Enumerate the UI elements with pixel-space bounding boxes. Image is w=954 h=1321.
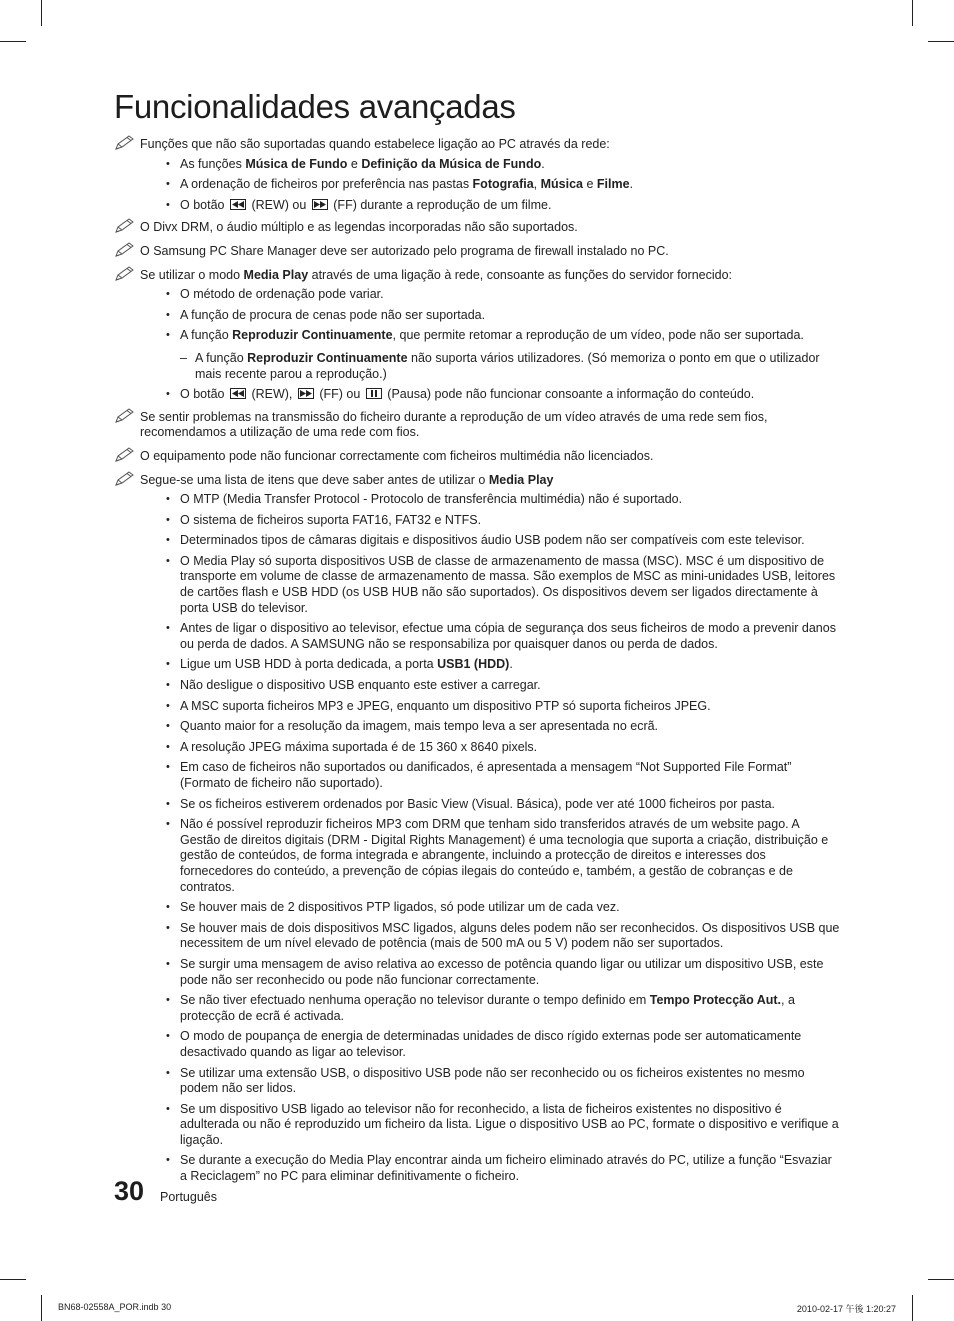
list-item: • O MTP (Media Transfer Protocol - Protocolo de transferência multimédia) não é suportado.	[140, 492, 840, 508]
bullet-list	[140, 157, 840, 214]
list-item: • Quanto maior for a resolução da imagem, mais tempo leva a ser apresentada no ecrã.	[140, 719, 840, 735]
note: Segue-se uma lista de itens que deve saber antes de utilizar o Media Play • O MTP (Media Transfer Protocol - Protocolo de transferência multimédia) não é suportado. • O sistema de ficheiros suporta FAT16, FAT32 e NTFS. • Determinados tipos de câmaras digitais e dispositivos áudio USB podem não ser compatíveis com este televisor. • O Media Play só suporta dispositivos USB de classe de armazenamento de massa (MSC). MSC é um dispositivo de transporte em volume de classe de armazenamento de massa. São exemplos de MSC as mini-unidades USB, leitores de cartões flash e USB HDD (os USB HUB não são suportados). Os dispositivos devem ser ligados directamente à porta USB do televisor. • Antes de ligar o dispositivo ao televisor, efectue uma cópia de segurança dos seus ficheiros de modo a prevenir danos ou perda de dados. A SAMSUNG não se responsabiliza por quaisquer danos ou perda de dados. • Ligue um USB HDD à porta dedicada, a porta USB1 (HDD). • Não desligue o dispositivo USB enquanto este estiver a carregar. • A MSC suporta ficheiros MP3 e JPEG, enquanto um dispositivo PTP só suporta ficheiros JPEG. • Quanto maior for a resolução da imagem, mais tempo leva a ser apresentada no ecrã. • A resolução JPEG máxima suportada é de 15 360 x 8640 pixels. • Em caso de ficheiros não suportados ou danificados, é apresentada a mensagem “Not Supported File Format” (Formato de ficheiro não suportado). • Se os ficheiros estiverem ordenados por Basic View (Visual. Básica), pode ver até 1000 ficheiros por pasta. • Não é possível reproduzir ficheiros MP3 com DRM que tenham sido transferidos através de um website pago. A Gestão de direitos digitais (DRM - Digital Rights Management) é uma tecnologia que suporta a criação, distribuição e gestão de conteúdos, de forma integrada e abrangente, incluindo a protecção de direitos e interesses dos fornecedores do conteúdo, a prevenção de cópias ilegais do conteúdo e, também, a gestão de cobranças e de contratos. • Se houver mais de 2 dispositivos PTP ligados, só pode utilizar um de cada vez. • Se houver mais de dois dispositivos MSC ligados, alguns deles podem não ser reconhecidos. Os dispositivos USB que necessitem de um nível elevado de potência (mais de 500 mA ou 5 V) podem não ser suportados. • Se surgir uma mensagem de aviso relativa ao excesso de potência quando ligar ou utilizar um dispositivo USB, este pode não ser reconhecido ou pode não funcionar correctamente. • Se não tiver efectuado nenhuma operação no televisor durante o tempo definido em Tempo Protecção Aut., a protecção de ecrã é activada. • O modo de poupança de energia de determinadas unidades de disco rígido externas pode ser automaticamente desactivado quando as ligar ao televisor. • Se utilizar uma extensão USB, o dispositivo USB pode não ser reconhecido ou os ficheiros existentes no mesmo podem não ser lidos. • Se um dispositivo USB ligado ao televisor não for reconhecido, a lista de ficheiros existentes no dispositivo é adulterada ou não é reproduzido um ficheiro da lista. Ligue o dispositivo USB ao PC, formate o dispositivo e verifique a ligação. • Se durante a execução do Media Play encontrar ainda um ficheiro eliminado através do PC, utilize a função “Esvaziar a Reciclagem” no PC para eliminar definitivamente o ficheiro.	[114, 473, 840, 1185]
pencil-icon	[114, 446, 136, 464]
note-text: Se sentir problemas na transmissão do ficheiro durante a reprodução de um vídeo através de uma rede sem fios, recomendamos a utilização de uma rede com fios.	[140, 409, 768, 440]
fast-forward-icon	[312, 199, 328, 210]
note	[114, 137, 840, 213]
list-item: • Se um dispositivo USB ligado ao televisor não for reconhecido, a lista de ficheiros existentes no dispositivo é adulterada ou não é reproduzido um ficheiro da lista. Ligue o dispositivo USB ao PC, formate o dispositivo e verifique a ligação.	[140, 1102, 840, 1149]
crop-mark	[928, 41, 954, 42]
note: Se utilizar o modo Media Play através de uma ligação à rede, consoante as funções do servidor fornecido: • O método de ordenação pode variar. • A função de procura de cenas pode não ser suportada. • A função Reproduzir Continuamente, que permite retomar a reprodução de um vídeo, pode não ser suportada. – A função Reproduzir Continuamente não suporta vários utilizadores. (Só memoriza o ponto em que o utilizador mais recente parou a reprodução.) • O botão (REW), (FF) ou (Pausa) pode não funcionar consoante a informação do conteúdo.	[114, 268, 840, 403]
bullet-list	[140, 492, 840, 1185]
list-item: • A função de procura de cenas pode não ser suportada.	[140, 308, 840, 324]
list-item: • A ordenação de ficheiros por preferência nas pastas Fotografia, Música e Filme.	[140, 177, 840, 193]
crop-mark	[0, 41, 26, 42]
list-item: • Se houver mais de dois dispositivos MSC ligados, alguns deles podem não ser reconhecidos. Os dispositivos USB que necessitem de um nível elevado de potência (mais de 500 mA ou 5 V) podem não ser suportados.	[140, 921, 840, 952]
crop-mark	[0, 1279, 26, 1280]
crop-mark	[41, 0, 42, 26]
note-text: O equipamento pode não funcionar correctamente com ficheiros multimédia não licenciados.	[140, 448, 654, 463]
content	[114, 137, 840, 1192]
pencil-icon	[114, 470, 136, 488]
list-item: • Em caso de ficheiros não suportados ou danificados, é apresentada a mensagem “Not Supported File Format” (Formato de ficheiro não suportado).	[140, 760, 840, 791]
list-item: • Se durante a execução do Media Play encontrar ainda um ficheiro eliminado através do PC, utilize a função “Esvaziar a Reciclagem” no PC para eliminar definitivamente o ficheiro.	[140, 1153, 840, 1184]
list-item: • Ligue um USB HDD à porta dedicada, a porta USB1 (HDD).	[140, 657, 840, 673]
crop-mark	[928, 1279, 954, 1280]
note-text: O Divx DRM, o áudio múltiplo e as legendas incorporadas não são suportados.	[140, 220, 578, 235]
pencil-icon	[114, 217, 136, 235]
sub-item: – A função Reproduzir Continuamente não suporta vários utilizadores. (Só memoriza o ponto em que o utilizador mais recente parou a reprodução.)	[180, 350, 820, 381]
list-item: • As funções Música de Fundo e Definição da Música de Fundo.	[140, 157, 840, 173]
list-item: • Se surgir uma mensagem de aviso relativa ao excesso de potência quando ligar ou utilizar um dispositivo USB, este pode não ser reconhecido ou pode não funcionar correctamente.	[140, 957, 840, 988]
list-item: • Antes de ligar o dispositivo ao televisor, efectue uma cópia de segurança dos seus ficheiros de modo a prevenir danos ou perda de dados. A SAMSUNG não se responsabiliza por quaisquer danos ou perda de dados.	[140, 621, 840, 652]
page-title: Funcionalidades avançadas	[114, 88, 516, 125]
list-item: • O botão (REW) ou (FF) durante a reprodução de um filme.	[140, 198, 840, 214]
footer-date: 2010-02-17 午後 1:20:27	[796, 1304, 896, 1314]
note	[114, 410, 840, 441]
list-item: • Determinados tipos de câmaras digitais e dispositivos áudio USB podem não ser compatíveis com este televisor.	[140, 533, 840, 549]
list-item: • A função Reproduzir Continuamente, que permite retomar a reprodução de um vídeo, pode não ser suportada.	[140, 328, 840, 344]
crop-mark	[912, 1295, 913, 1321]
list-item: • Não é possível reproduzir ficheiros MP3 com DRM que tenham sido transferidos através de um website pago. A Gestão de direitos digitais (DRM - Digital Rights Management) é uma tecnologia que suporta a criação, distribuição e gestão de conteúdos, de forma integrada e abrangente, incluindo a protecção de direitos e interesses dos fornecedores do conteúdo, a prevenção de cópias ilegais do conteúdo e, também, a gestão de cobranças e de contratos.	[140, 817, 840, 895]
note	[114, 220, 840, 236]
page-number: 30	[114, 1176, 145, 1206]
list-item: • A resolução JPEG máxima suportada é de 15 360 x 8640 pixels.	[140, 740, 840, 756]
list-item: • A MSC suporta ficheiros MP3 e JPEG, enquanto um dispositivo PTP só suporta ficheiros JPEG.	[140, 699, 840, 715]
list-item: • Se houver mais de 2 dispositivos PTP ligados, só pode utilizar um de cada vez.	[140, 900, 840, 916]
list-item: • O Media Play só suporta dispositivos USB de classe de armazenamento de massa (MSC). MSC é um dispositivo de transporte em volume de classe de armazenamento de massa. São exemplos de MSC as mini-unidades USB, leitores de cartões flash e USB HDD (os USB HUB não são suportados). Os dispositivos devem ser ligados directamente à porta USB do televisor.	[140, 554, 840, 616]
list-item: • Não desligue o dispositivo USB enquanto este estiver a carregar.	[140, 678, 840, 694]
pencil-icon	[114, 265, 136, 283]
pencil-icon	[114, 407, 136, 425]
pencil-icon	[114, 241, 136, 259]
crop-mark	[912, 0, 913, 26]
list-item: • O sistema de ficheiros suporta FAT16, FAT32 e NTFS.	[140, 513, 840, 529]
list-item: • O botão (REW), (FF) ou (Pausa) pode não funcionar consoante a informação do conteúdo.	[140, 387, 840, 403]
bullet-list	[140, 387, 840, 403]
list-item: • O método de ordenação pode variar.	[140, 287, 840, 303]
note	[114, 449, 840, 465]
fast-forward-icon	[298, 388, 314, 399]
footer-file: BN68-02558A_POR.indb 30	[58, 1302, 172, 1312]
pause-icon	[366, 388, 382, 399]
crop-mark	[41, 1295, 42, 1321]
note	[114, 244, 840, 260]
page-language: Português	[160, 1190, 217, 1204]
note-text: O Samsung PC Share Manager deve ser autorizado pelo programa de firewall instalado no PC.	[140, 243, 669, 258]
note-text: Funções que não são suportadas quando estabelece ligação ao PC através da rede:	[140, 137, 610, 151]
pencil-icon	[114, 134, 136, 152]
list-item: • Se os ficheiros estiverem ordenados por Basic View (Visual. Básica), pode ver até 1000 ficheiros por pasta.	[140, 797, 840, 813]
rewind-icon	[230, 199, 246, 210]
bullet-list	[140, 287, 840, 344]
list-item: • Se utilizar uma extensão USB, o dispositivo USB pode não ser reconhecido ou os ficheiros existentes no mesmo podem não ser lidos.	[140, 1066, 840, 1097]
list-item: • O modo de poupança de energia de determinadas unidades de disco rígido externas pode ser automaticamente desactivado quando as ligar ao televisor.	[140, 1029, 840, 1060]
list-item: • Se não tiver efectuado nenhuma operação no televisor durante o tempo definido em Tempo Protecção Aut., a protecção de ecrã é activada.	[140, 993, 840, 1024]
rewind-icon	[230, 388, 246, 399]
